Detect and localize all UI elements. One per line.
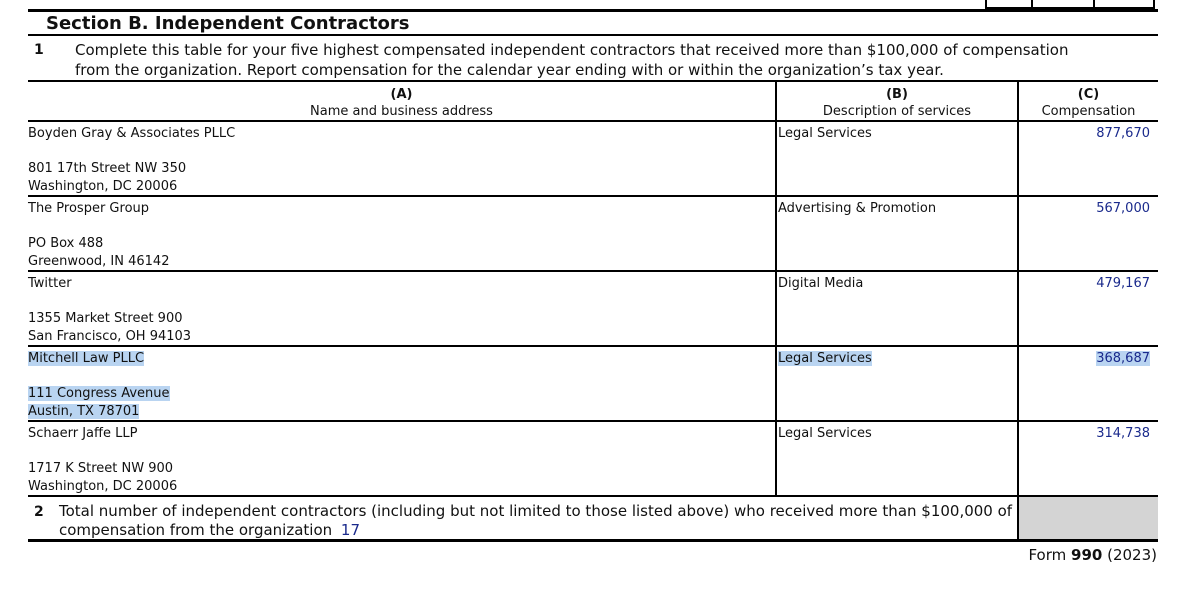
item-2-label: compensation from the organization: [59, 521, 333, 539]
contractor-description: Advertising & Promotion: [778, 201, 937, 216]
table-bottom-rule: [28, 495, 1158, 497]
item-2-number: 2: [34, 504, 44, 520]
form-footer: [1028, 545, 1157, 565]
item-1-text-line1: Complete this table for your five highest compensated independent contractors that received more than $100,000 of compensation: [75, 41, 1069, 59]
column-a-letter: (A): [390, 87, 413, 102]
item-2-text-line1: Total number of independent contractors (including but not limited to those listed above) who received more than $100,000 of: [59, 502, 1013, 520]
contractor-address-line1: 1717 K Street NW 900: [28, 461, 174, 476]
contractor-address-line2: Washington, DC 20006: [28, 479, 178, 494]
column-c-letter: (C): [1077, 87, 1100, 102]
column-b-letter: (B): [886, 87, 908, 102]
contractor-compensation: 877,670: [1096, 126, 1150, 141]
section-top-rule: [28, 9, 1158, 12]
contractor-compensation: 314,738: [1096, 426, 1150, 441]
contractor-description: Legal Services: [778, 126, 872, 141]
item-1-text-line2: from the organization. Report compensation for the calendar year ending with or within the organization’s tax year.: [75, 61, 944, 79]
item-2-text-line2: [59, 520, 360, 540]
table-row: [28, 422, 1158, 497]
contractor-address-line2: Austin, TX 78701: [28, 404, 140, 419]
item-2-value: 17: [340, 521, 361, 539]
column-c-header: [1019, 86, 1158, 120]
contractor-address-line2: San Francisco, OH 94103: [28, 329, 192, 344]
contractor-address-line1: PO Box 488: [28, 236, 104, 251]
contractor-description: Digital Media: [778, 276, 864, 291]
form-prefix: Form: [1028, 546, 1067, 564]
section-title: Section B. Independent Contractors: [46, 13, 410, 34]
item-2-box-divider: [1017, 497, 1019, 540]
contractor-compensation: 479,167: [1096, 276, 1150, 291]
table-row: [28, 347, 1158, 422]
previous-section-box-fragment: [985, 0, 1155, 9]
item-1-number: 1: [34, 42, 44, 58]
item-2-shaded-box: [1019, 497, 1158, 540]
contractor-address-line2: Greenwood, IN 46142: [28, 254, 170, 269]
column-a-label: Name and business address: [310, 104, 493, 119]
contractor-name: Twitter: [28, 276, 72, 291]
contractor-name: The Prosper Group: [28, 201, 150, 216]
contractor-address-line1: 111 Congress Avenue: [28, 386, 170, 401]
contractor-name: Boyden Gray & Associates PLLC: [28, 126, 236, 141]
contractor-name: Schaerr Jaffe LLP: [28, 426, 138, 441]
table-row: [28, 197, 1158, 272]
column-b-header: [777, 86, 1017, 120]
table-header-top-rule: [28, 80, 1158, 82]
contractor-compensation: 567,000: [1096, 201, 1150, 216]
contractor-name: Mitchell Law PLLC: [28, 351, 145, 366]
contractor-address-line2: Washington, DC 20006: [28, 179, 178, 194]
column-b-label: Description of services: [822, 104, 972, 119]
contractor-description: Legal Services: [778, 426, 872, 441]
section-title-rule: [28, 34, 1158, 36]
form-number: 990: [1071, 546, 1103, 564]
column-a-header: [28, 86, 775, 120]
contractor-address-line1: 801 17th Street NW 350: [28, 161, 187, 176]
contractor-description: Legal Services: [778, 351, 872, 366]
table-row: [28, 272, 1158, 347]
form-bottom-rule: [28, 539, 1158, 542]
contractor-compensation: 368,687: [1096, 351, 1150, 366]
form-year: (2023): [1107, 546, 1157, 564]
table-row: [28, 122, 1158, 197]
column-c-label: Compensation: [1041, 104, 1136, 119]
contractor-address-line1: 1355 Market Street 900: [28, 311, 183, 326]
